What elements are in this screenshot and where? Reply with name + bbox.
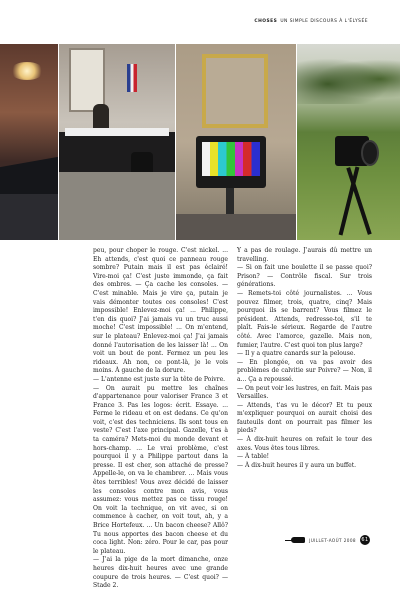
section-label: CHOSES	[254, 19, 278, 24]
photo-garden	[297, 44, 400, 240]
photo-strip	[0, 44, 400, 240]
issue-date: JUILLET-AOÛT 2008	[309, 537, 356, 543]
page-footer	[291, 535, 370, 545]
floor	[176, 214, 296, 240]
trees	[297, 54, 400, 104]
photo-monitor	[176, 44, 296, 240]
control-desk	[59, 132, 175, 172]
column-text: peu, pour choper le rouge. C'est nickel. ... Eh attends, c'est quoi ce panneau rouge sombre? Putain mais il est pas éclairé! Vire-moi ça! C'est juste immonde, ça fait des ombres. — Ça cache les consoles. — C'est minable. Mais je vire ça, putain je vais démonter toutes ces consoles! C'est impossible! Enlevez-moi ça! ... Philippe, t'en dis quoi? J'ai jamais vu un truc aussi moche! C'est impossible! ... On m'entend, sur le plateau? Enlevez-moi ça! J'ai jamais donné l'autorisation de les laisser là! ... On voit un bout de pont. Fermez un peu les rideaux. Ah non, ce pont-là, je le vois moins. À gauche de la dorure. — L'antenne est juste sur la tête de Poivre. — On aurait pu mettre les chaînes d'appartenance pour valoriser France 3 et France 3. Pas les logos: écrit. Essaye. ... Ferme le rideau et on est dedans. Ce qu'on voit, c'est des techniciens. Ils sont tous en veste? C'est l'axe principal. Gazelle, t'es à ta caméra? Mets-moi du monde devant et hors-champ. ... Le vrai problème, c'est pourquoi il y a Philippe partout dans la presse. Il est cher, son attaché de presse? Appelle-le, on va le chambrer. ... Mais vous êtes terribles! Vous avez décidé de laisser les consoles contre mon avis, vous assumez: vous mettez pas ce tissu rouge! On voit la technique, on vit avec, si on commence à cacher, on voit tout, ah, y a Brice Hortefeux. ... Un bacon cheese? Allô? Tu nous apportes des bacon cheese et du coca light. Non: zéro. Pour le car, pas pour le plateau. — J'ai la pige de la mort dimanche, onze heures dix-huit heures avec une grande coupure de trois heures. — C'est quoi? — Stade 2.	[93, 247, 228, 590]
floor	[0, 194, 58, 240]
rat-logo-icon	[291, 537, 305, 543]
text-column-2	[237, 247, 372, 470]
photo-control-room	[59, 44, 175, 240]
desk-top	[65, 128, 169, 136]
page-number: 61	[361, 537, 369, 543]
photo-salon	[0, 44, 58, 240]
color-bars	[202, 142, 260, 176]
column-text: Y a pas de roulage. J'aurais dû mettre un travelling. — Si on fait une boulette il se passe quoi? Prison? — Contrôle fiscal. Sur trois générations. — Remets-toi côté journalistes. ... Vous pouvez filmer, trois, quatre, cinq? Mais pourquoi ils se barrent? Vous filmez le président. Attends, redresse-toi, s'il te plaît. Fais-le sérieux. Regarde de l'autre côté. Avec l'amorce, gazelle. Mais non, fumier, l'autre. C'est quoi ton plus large? — Il y a quatre canards sur la pelouse. — En plongée, on va pas avoir des problèmes de calvitie sur Poivre? — Non, il a... Ça a repoussé. — On peut voir les lustres, en fait. Mais pas Versailles. — Attends, t'as vu le décor? Et tu peux m'expliquer pourquoi on aurait choisi des fauteuils dont on pourrait pas filmer les pieds? — À dix-huit heures on refait le tour des axes. Vous êtes tous libres. — À table! — À dix-huit heures il y aura un buffet.	[237, 247, 372, 469]
text-column-1	[93, 247, 228, 591]
running-header	[254, 19, 368, 24]
window	[69, 48, 105, 112]
article-title: UN SIMPLE DISCOURS À L'ÉLYSÉE	[280, 19, 368, 24]
chandelier	[10, 62, 44, 80]
french-flag	[127, 64, 137, 92]
projector-lens	[361, 140, 379, 166]
empty-frame	[202, 54, 268, 128]
floor	[59, 172, 175, 240]
